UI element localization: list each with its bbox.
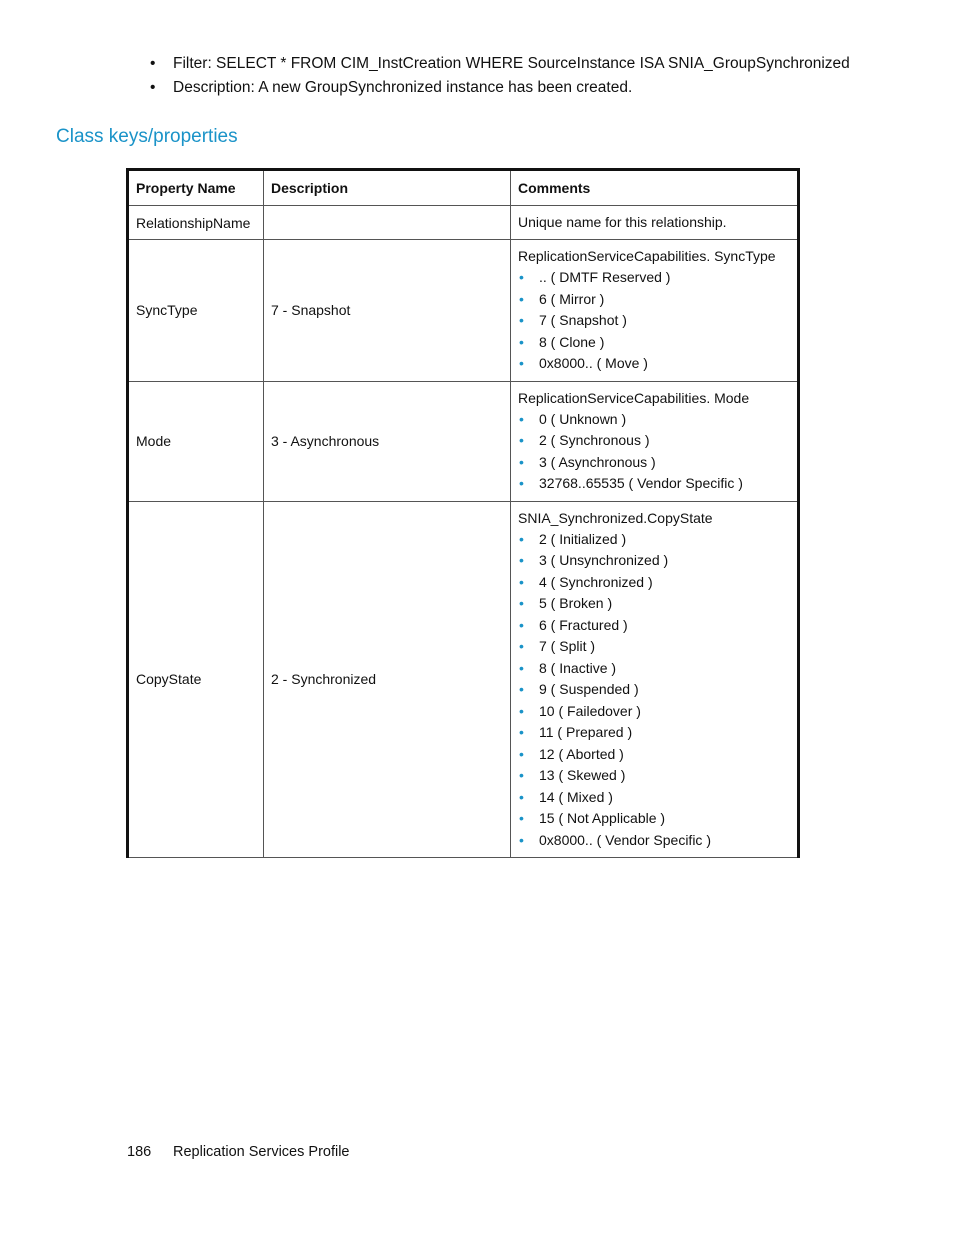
- property-name-cell: RelationshipName: [128, 206, 264, 240]
- table-row: [128, 501, 799, 858]
- comment-list-item-text: 0 ( Unknown ): [539, 410, 627, 427]
- comment-list-item-text: 14 ( Mixed ): [539, 788, 613, 805]
- bullet-dot-icon: •: [150, 79, 156, 96]
- comment-list-item: [518, 636, 790, 658]
- bullet-dot-icon: •: [519, 702, 524, 719]
- section-title: Class keys/properties: [56, 126, 238, 147]
- comment-list-item: [518, 430, 790, 452]
- bullet-dot-icon: •: [519, 290, 524, 307]
- comment-list-item: [518, 722, 790, 744]
- intro-bullet-text: Filter: SELECT * FROM CIM_InstCreation WHERE SourceInstance ISA SNIA_GroupSynchronized: [173, 55, 850, 72]
- comment-list-item-text: 32768..65535 ( Vendor Specific ): [539, 475, 743, 491]
- column-header-comments: Comments: [511, 170, 799, 206]
- bullet-dot-icon: •: [519, 432, 524, 448]
- comment-list-item-text: 13 ( Skewed ): [539, 767, 626, 783]
- bullet-dot-icon: •: [519, 810, 524, 826]
- description-cell: 7 - Snapshot: [264, 240, 511, 382]
- comment-list-item: [518, 744, 790, 766]
- comment-list-item-text: 7 ( Split ): [539, 638, 596, 654]
- comment-list-item-text: 9 ( Suspended ): [539, 681, 639, 697]
- comment-list-item: [518, 409, 790, 431]
- comment-value-list: [518, 267, 790, 375]
- comment-list-item: [518, 473, 790, 495]
- bullet-dot-icon: •: [519, 410, 524, 427]
- comment-list-item-text: 12 ( Aborted ): [539, 745, 624, 762]
- table-header-row: [128, 170, 799, 206]
- comment-list-item: [518, 353, 790, 375]
- comment-list-item-text: 15 ( Not Applicable ): [539, 810, 666, 826]
- comment-list-item-text: 6 ( Fractured ): [539, 616, 628, 633]
- intro-bullet: [150, 52, 850, 76]
- footer-section-title: Replication Services Profile: [173, 1144, 350, 1160]
- comments-cell: [511, 501, 799, 858]
- bullet-dot-icon: •: [519, 724, 524, 740]
- bullet-dot-icon: •: [519, 595, 524, 611]
- bullet-dot-icon: •: [519, 659, 524, 676]
- properties-table: [126, 168, 800, 858]
- comment-list-item-text: 8 ( Clone ): [539, 333, 605, 350]
- comment-list-item: [518, 452, 790, 474]
- comment-list-item: [518, 529, 790, 551]
- description-cell: 3 - Asynchronous: [264, 381, 511, 501]
- comment-list-item: [518, 701, 790, 723]
- comment-list-item-text: 10 ( Failedover ): [539, 702, 641, 719]
- bullet-dot-icon: •: [519, 831, 524, 848]
- bullet-dot-icon: •: [519, 788, 524, 805]
- comment-list-item-text: 6 ( Mirror ): [539, 290, 605, 307]
- bullet-dot-icon: •: [519, 745, 524, 762]
- intro-bullet-text: Description: A new GroupSynchronized instance has been created.: [173, 79, 633, 96]
- comment-list-item: [518, 310, 790, 332]
- comment-list-item-text: 3 ( Unsynchronized ): [539, 552, 669, 568]
- comment-value-list: [518, 409, 790, 495]
- page-footer: [127, 1144, 350, 1160]
- table-body: [128, 206, 799, 858]
- intro-bullet: [150, 76, 850, 100]
- comment-list-item: [518, 572, 790, 594]
- page-number: 186: [127, 1144, 152, 1160]
- comments-cell: [511, 240, 799, 382]
- bullet-dot-icon: •: [519, 616, 524, 633]
- comment-list-item: [518, 289, 790, 311]
- bullet-dot-icon: •: [519, 475, 524, 491]
- comment-list-item-text: 0x8000.. ( Vendor Specific ): [539, 831, 711, 848]
- bullet-dot-icon: •: [150, 55, 156, 72]
- bullet-dot-icon: •: [519, 312, 524, 328]
- bullet-dot-icon: •: [519, 767, 524, 783]
- comment-heading: SNIA_Synchronized.CopyState: [518, 509, 713, 526]
- comment-list-item: [518, 332, 790, 354]
- property-name-cell: Mode: [128, 381, 264, 501]
- bullet-dot-icon: •: [519, 355, 524, 371]
- bullet-dot-icon: •: [519, 552, 524, 568]
- comment-heading: ReplicationServiceCapabilities. SyncType: [518, 248, 776, 264]
- column-header-property-name: Property Name: [128, 170, 264, 206]
- comment-list-item-text: 5 ( Broken ): [539, 595, 613, 611]
- property-name-cell: SyncType: [128, 240, 264, 382]
- comment-list-item-text: 7 ( Snapshot ): [539, 312, 627, 328]
- bullet-dot-icon: •: [519, 681, 524, 697]
- comment-list-item-text: 8 ( Inactive ): [539, 659, 617, 676]
- bullet-dot-icon: •: [519, 530, 524, 547]
- comment-list-item: [518, 765, 790, 787]
- bullet-dot-icon: •: [519, 269, 524, 285]
- comment-list-item-text: 4 ( Synchronized ): [539, 573, 653, 590]
- description-cell: 2 - Synchronized: [264, 501, 511, 858]
- comment-list-item: [518, 550, 790, 572]
- comment-list-item-text: 2 ( Initialized ): [539, 530, 627, 547]
- comment-value-list: [518, 529, 790, 852]
- table-row: [128, 240, 799, 382]
- bullet-dot-icon: •: [519, 573, 524, 590]
- description-cell: [264, 206, 511, 240]
- comment-list-item: [518, 679, 790, 701]
- bullet-dot-icon: •: [519, 333, 524, 350]
- table-row: [128, 206, 799, 240]
- comment-heading: Unique name for this relationship.: [518, 214, 727, 230]
- comment-list-item: [518, 830, 790, 852]
- intro-bullet-list: [150, 52, 850, 100]
- table-row: [128, 381, 799, 501]
- comment-list-item: [518, 808, 790, 830]
- comment-list-item-text: 3 ( Asynchronous ): [539, 453, 656, 470]
- comment-list-item: [518, 658, 790, 680]
- comment-list-item-text: .. ( DMTF Reserved ): [539, 269, 671, 285]
- comment-list-item: [518, 267, 790, 289]
- comments-cell: [511, 381, 799, 501]
- comment-list-item: [518, 615, 790, 637]
- property-name-cell: CopyState: [128, 501, 264, 858]
- comments-cell: [511, 206, 799, 240]
- bullet-dot-icon: •: [519, 453, 524, 470]
- comment-heading: ReplicationServiceCapabilities. Mode: [518, 389, 750, 406]
- comment-list-item-text: 11 ( Prepared ): [539, 724, 633, 740]
- column-header-description: Description: [264, 170, 511, 206]
- comment-list-item-text: 0x8000.. ( Move ): [539, 355, 648, 371]
- comment-list-item: [518, 593, 790, 615]
- bullet-dot-icon: •: [519, 638, 524, 654]
- comment-list-item: [518, 787, 790, 809]
- comment-list-item-text: 2 ( Synchronous ): [539, 432, 650, 448]
